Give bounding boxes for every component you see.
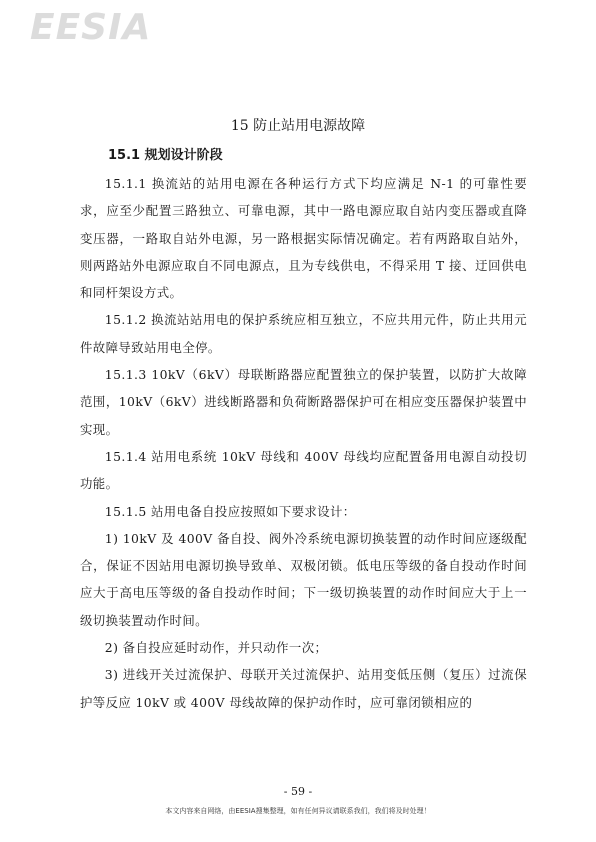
list-item-1: 1) 10kV 及 400V 备自投、阀外冷系统电源切换装置的动作时间应逐级配合，保证不因站用电源切换导致单、双极闭锁。低电压等级的备自投动作时间应大于高电压等级的备自投动作时间；下一级切换装置的动作时间应大于上一级切换装置动作时间。 [80, 530, 527, 628]
paragraph-15-1-1: 15.1.1 换流站的站用电源在各种运行方式下均应满足 N-1 的可靠性要求，应至少配置三路独立、可靠电源，其中一路电源应取自站内变压器或直降变压器，一路取自站外电源，另一路根据实际情况确定。若有两路取自站外，则两路站外电源应取自不同电源点，且为专线供电，不得采用 T 接、迂回供电和同杆架设方式。 [80, 176, 527, 301]
footer-disclaimer: 本文内容来自网络，由EESIA搜集整理，如有任何异议请联系我们，我们将及时处理！ [165, 807, 431, 815]
paragraph-15-1-4: 15.1.4 站用电系统 10kV 母线和 400V 母线均应配置备用电源自动投切功能。 [80, 448, 527, 492]
paragraph-15-1-2: 15.1.2 换流站站用电的保护系统应相互独立，不应共用元件，防止共用元件故障导致站用电全停。 [80, 312, 527, 355]
paragraph-15-1-3: 15.1.3 10kV（6kV）母联断路器应配置独立的保护装置，以防扩大故障范围，10kV（6kV）进线断路器和负荷断路器保护可在相应变压器保护装置中实现。 [80, 367, 527, 437]
eesia-watermark-logo: EESIA [30, 7, 152, 48]
paragraph-15-1-5: 15.1.5 站用电备自投应按照如下要求设计： [104, 503, 356, 519]
section-title: 15 防止站用电源故障 [230, 118, 366, 134]
document-body [80, 170, 527, 716]
subsection-heading: 15.1 规划设计阶段 [108, 148, 223, 163]
list-item-2: 2) 备自投应延时动作，并只动作一次； [104, 640, 328, 656]
page-number: - 59 - [283, 785, 313, 798]
list-item-3: 3) 进线开关过流保护、母联开关过流保护、站用变低压侧（复压）过流保护等反应 10kV 或 400V 母线故障的保护动作时，应可靠闭锁相应的 [80, 667, 527, 710]
